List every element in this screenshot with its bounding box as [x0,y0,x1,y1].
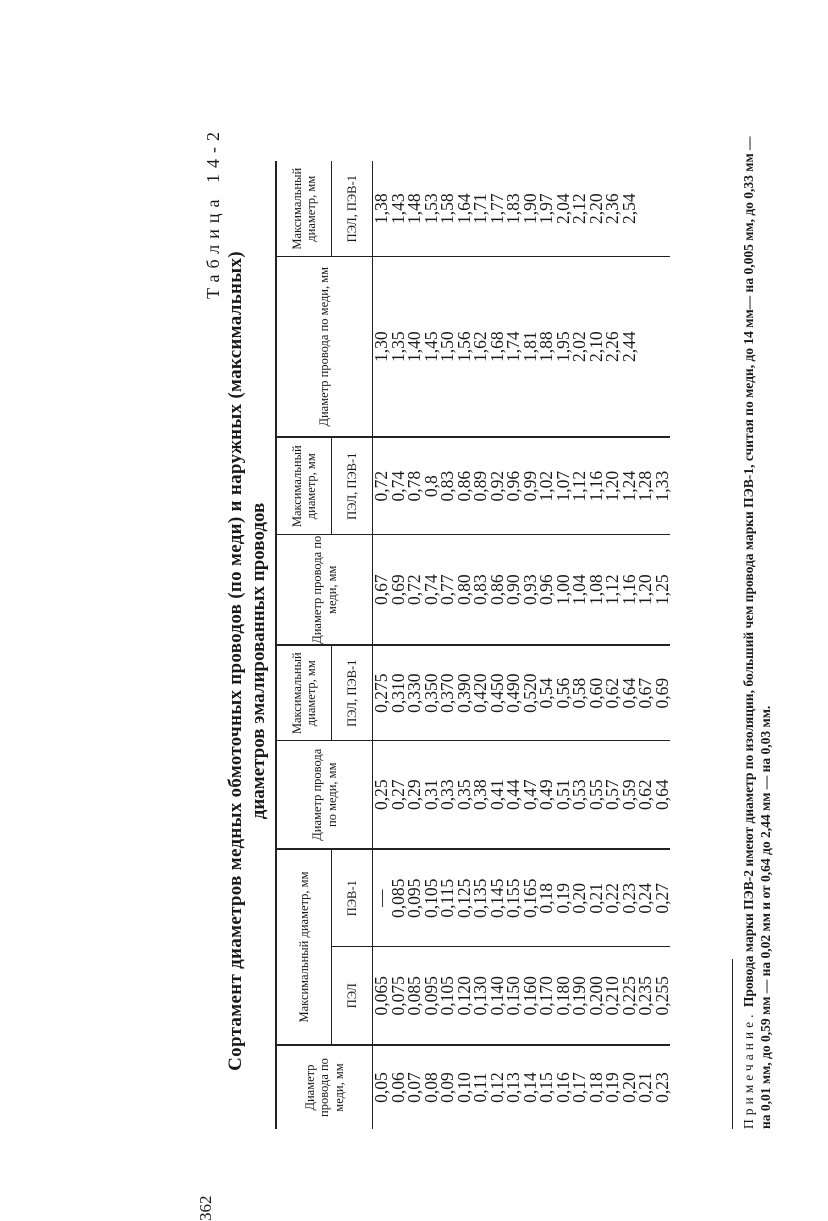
table-cell: 0,15 [536,1072,556,1103]
table-cell: 1,81 [522,257,539,437]
table-cell: 0,06 [387,1072,408,1103]
table-cell: 2,10 [588,257,605,437]
table-cell: — [373,849,390,947]
table-cell: 1,64 [456,161,473,257]
table-cell: 1,40 [406,257,423,437]
table-cell: 2,12 [571,161,588,257]
table-cell: 1,00 [555,535,572,645]
table-cell: 0,57 [604,741,621,849]
table-cell: 0,085 [406,947,423,1045]
table-cell: 1,20 [637,535,654,645]
table-cell: 0,09 [437,1072,457,1103]
table-cell: 0,93 [522,535,539,645]
table-cell: 0,14 [519,1072,540,1103]
table-cell: 0,170 [538,947,555,1045]
table-cell: 1,07 [555,437,572,535]
table-cell: 1,83 [505,161,522,257]
table-cell: 0,095 [423,947,440,1045]
header-pel-pev1-2: ПЭЛ, ПЭВ-1 [332,437,373,535]
table-cell: 0,085 [390,849,407,947]
table-cell: 1,16 [588,437,605,535]
table-cell: 0,390 [456,645,473,741]
table-cell: 0,64 [654,741,671,849]
wire-diameter-table [275,161,670,1129]
note-divider [732,959,733,1129]
table-cell: 0,310 [390,645,407,741]
table-cell: 0,330 [406,645,423,741]
table-cell: 0,86 [489,535,506,645]
table-cell: 1,45 [423,257,440,437]
table-cell: 0,59 [621,741,638,849]
table-cell: 0,275 [373,645,390,741]
table-cell: 0,135 [472,849,489,947]
table-cell: 0,145 [489,849,506,947]
table-cell: 0,8 [423,437,440,535]
table-cell: 0,27 [390,741,407,849]
table-cell: 0,18 [538,849,555,947]
table-cell [654,161,671,257]
table-cell: 0,21 [588,849,605,947]
table-label: Таблица 14-2 [203,126,223,299]
table-cell: 0,80 [456,535,473,645]
table-cell: 0,58 [571,645,588,741]
header-max-diameter-1: Максимальный диаметр, мм [276,849,332,1045]
table-cell: 1,12 [604,535,621,645]
table-cell: 0,490 [505,645,522,741]
table-cell: 0,38 [472,741,489,849]
table-cell: 0,11 [470,1072,490,1103]
table-cell: 0,160 [522,947,539,1045]
table-cell: 0,41 [489,741,506,849]
table-cell: 0,47 [522,741,539,849]
table-cell: 0,62 [637,741,654,849]
table-cell: 0,83 [472,535,489,645]
header-copper-diameter-1: Диаметр провода по меди, мм [276,1045,373,1129]
table-cell [637,161,654,257]
footnote [740,129,774,1129]
table-cell: 0,90 [505,535,522,645]
table-cell: 0,075 [390,947,407,1045]
table-cell: 0,67 [637,645,654,741]
table-cell: 1,35 [390,257,407,437]
table-cell: 0,72 [373,437,390,535]
table-cell: 0,350 [423,645,440,741]
table-cell: 0,83 [439,437,456,535]
table-cell: 0,27 [654,849,671,947]
table-cell: 1,33 [654,437,671,535]
header-copper-diameter-3: Диаметр провода по меди, мм [276,535,373,645]
table-cell: 1,16 [621,535,638,645]
table-cell: 0,99 [522,437,539,535]
table-cell: 0,86 [456,437,473,535]
table-cell: 0,69 [390,535,407,645]
table-cell: 0,120 [456,947,473,1045]
table-cell: 0,150 [505,947,522,1045]
table-cell: 0,16 [552,1072,573,1103]
table-cell: 0,17 [569,1072,589,1103]
table-cell: 0,520 [522,645,539,741]
table-cell: 0,225 [621,947,638,1045]
page-number: 362 [196,1195,215,1221]
table-cell: 0,23 [621,849,638,947]
table-body [373,161,671,1129]
table-cell: 0,35 [456,741,473,849]
table-cell: 0,180 [555,947,572,1045]
title-line-1: Сортамент диаметров медных обмоточных проводов (по меди) и наружных (максимальных) [225,251,246,1071]
table-cell: 2,36 [604,161,621,257]
table-cell: 0,62 [604,645,621,741]
table-cell: 1,50 [439,257,456,437]
table-cell: 0,72 [406,535,423,645]
table-cell: 0,44 [505,741,522,849]
table-row [654,161,671,1129]
table-cell: 1,25 [654,535,671,645]
table-cell: 0,105 [423,849,440,947]
table-cell: 2,20 [588,161,605,257]
table-cell: 0,49 [538,741,555,849]
table-cell: 0,05 [371,1072,391,1103]
table-cell: 0,130 [472,947,489,1045]
table-cell: 1,58 [439,161,456,257]
table-cell: 0,29 [406,741,423,849]
table-cell: 0,23 [651,1072,672,1103]
table-cell: 0,51 [555,741,572,849]
table-cell: 0,140 [489,947,506,1045]
table-cell: 1,48 [406,161,423,257]
header-pel-pev1-3: ПЭЛ, ПЭВ-1 [332,161,373,257]
table-cell: 0,55 [588,741,605,849]
title-line-2: диаметров эмалированных проводов [248,502,269,820]
table-cell: 0,165 [522,849,539,947]
table-cell: 0,64 [621,645,638,741]
table-cell: 2,04 [555,161,572,257]
table-cell: 1,20 [604,437,621,535]
table-cell: 0,095 [406,849,423,947]
table-cell: 1,90 [522,161,539,257]
table-cell: 0,450 [489,645,506,741]
table-cell: 2,44 [621,257,638,437]
table-cell: 0,105 [439,947,456,1045]
table-cell: 0,115 [439,849,456,947]
header-max-diameter-4: Максимальный диаметр, мм [276,161,332,257]
table-cell: 0,67 [373,535,390,645]
table-cell: 0,96 [538,535,555,645]
table-cell: 0,08 [420,1072,441,1103]
table-cell: 0,33 [439,741,456,849]
table-cell: 0,18 [585,1072,606,1103]
table-cell: 0,200 [588,947,605,1045]
table-cell: 1,28 [637,437,654,535]
table-cell: 0,190 [571,947,588,1045]
table-cell: 1,30 [373,257,390,437]
table-cell: 1,24 [621,437,638,535]
header-copper-diameter-2: Диаметр провода по меди, мм [276,741,373,849]
table-cell: 0,69 [654,645,671,741]
table-cell: 0,235 [637,947,654,1045]
table-cell: 0,60 [588,645,605,741]
table-cell: 0,210 [604,947,621,1045]
table-cell: 0,96 [505,437,522,535]
table-cell: 1,74 [505,257,522,437]
table-cell: 1,71 [472,161,489,257]
header-pel-pev1-1: ПЭЛ, ПЭВ-1 [332,645,373,741]
table-cell: 1,53 [423,161,440,257]
table-cell: 0,31 [423,741,440,849]
table-cell: 0,13 [503,1072,523,1103]
note-text: Провода марки ПЭВ-2 имеют диаметр по изоляции, больший чем провода марки ПЭВ-1, считая по меди, до 14 мм— на 0,005 мм, до 0,33 мм — на 0,01 мм, до 0,59 мм — на 0,02 мм и от 0,64 до 2,44 мм — на 0,03 мм. [741,136,773,1129]
table-cell: 0,78 [406,437,423,535]
table-cell: 0,370 [439,645,456,741]
table-cell: 0,19 [602,1072,622,1103]
table-cell: 1,97 [538,161,555,257]
table-cell: 1,43 [390,161,407,257]
table-cell: 1,62 [472,257,489,437]
table-cell: 1,38 [373,161,390,257]
header-copper-diameter-4: Диаметр провода по меди, мм [276,257,373,437]
table-cell: 0,89 [472,437,489,535]
table-cell: 0,77 [439,535,456,645]
table-cell [637,257,654,437]
table-cell: 0,125 [456,849,473,947]
table-cell: 1,77 [489,161,506,257]
table-cell: 1,12 [571,437,588,535]
table-cell: 1,68 [489,257,506,437]
table-cell: 0,56 [555,645,572,741]
table-cell: 0,54 [538,645,555,741]
header-max-diameter-3: Максимальный диаметр, мм [276,437,332,535]
table-cell: 0,74 [423,535,440,645]
table-cell: 0,20 [618,1072,639,1103]
header-pev1: ПЭВ-1 [332,849,373,947]
table-cell: 0,155 [505,849,522,947]
header-max-diameter-2: Максимальный диаметр, мм [276,645,332,741]
note-label: Примечание. [741,1010,756,1129]
table-cell: 2,02 [571,257,588,437]
table-cell: 0,07 [404,1072,424,1103]
table-cell: 0,25 [373,741,390,849]
table-cell: 0,10 [453,1072,474,1103]
table-cell: 0,255 [654,947,671,1045]
table-cell: 0,19 [555,849,572,947]
table-cell: 1,08 [588,535,605,645]
table-cell: 1,04 [571,535,588,645]
table-cell: 1,56 [456,257,473,437]
table-cell: 0,12 [486,1072,507,1103]
table-cell: 0,74 [390,437,407,535]
table-cell: 2,26 [604,257,621,437]
table-cell: 0,92 [489,437,506,535]
table-cell: 1,88 [538,257,555,437]
table-cell: 1,95 [555,257,572,437]
table-cell: 0,065 [373,947,390,1045]
table-cell: 0,53 [571,741,588,849]
table-row [373,161,390,1129]
table-cell: 0,420 [472,645,489,741]
table-cell: 0,21 [635,1072,655,1103]
table-cell: 2,54 [621,161,638,257]
table-cell: 0,24 [637,849,654,947]
table-cell: 0,22 [604,849,621,947]
table-title [226,251,268,1071]
header-pel: ПЭЛ [332,947,373,1045]
table-cell: 1,02 [538,437,555,535]
table-cell: 0,20 [571,849,588,947]
table-cell [654,257,671,437]
